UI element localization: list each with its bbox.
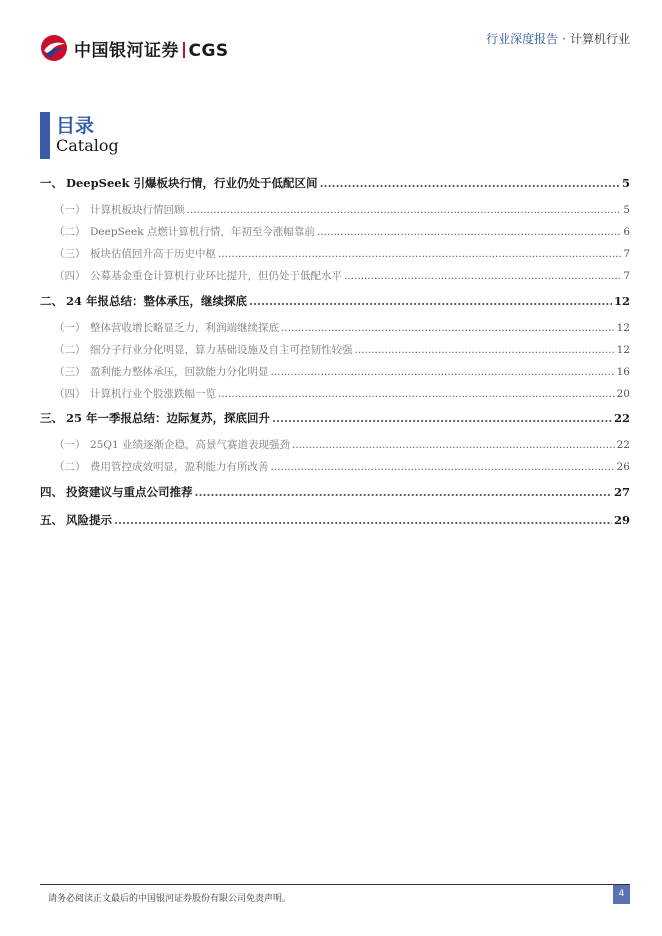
toc-leader-dots xyxy=(195,485,612,499)
toc-number: （三） xyxy=(54,366,86,378)
toc-leader-dots xyxy=(344,270,621,282)
toc-leader-dots xyxy=(271,461,615,473)
toc-subsection-link[interactable] xyxy=(40,320,630,335)
logo-name: 中国银河证券 xyxy=(74,40,179,61)
toc-leader-dots xyxy=(271,366,615,378)
footer-divider xyxy=(40,884,630,885)
toc-subsection-link[interactable] xyxy=(40,437,630,452)
toc-number: （四） xyxy=(54,270,86,282)
title-chinese: 目录 xyxy=(56,115,95,137)
toc-leader-dots xyxy=(355,344,615,356)
toc-number: （二） xyxy=(54,344,86,356)
toc-title: 细分子行业分化明显，算力基础设施及自主可控韧性较强 xyxy=(90,344,353,356)
toc-page-number: 29 xyxy=(613,513,630,527)
industry-name: 计算机行业 xyxy=(569,32,630,46)
toc-title: 计算机行业个股涨跌幅一览 xyxy=(90,388,216,400)
toc-section-link[interactable] xyxy=(40,410,630,426)
toc-number: （一） xyxy=(54,322,86,334)
toc-title: 风险提示 xyxy=(66,513,112,527)
toc-leader-dots xyxy=(272,411,612,425)
toc-page-number: 27 xyxy=(613,485,630,499)
logo-abbr: CGS xyxy=(188,40,229,61)
toc-subsection-link[interactable] xyxy=(40,459,630,474)
toc-title: 公募基金重仓计算机行业环比提升，但仍处于低配水平 xyxy=(90,270,342,282)
toc-page-number: 12 xyxy=(616,344,630,356)
toc-leader-dots xyxy=(114,513,612,527)
toc-subsection-link[interactable] xyxy=(40,386,630,401)
toc-subsection-link[interactable] xyxy=(40,342,630,357)
toc-title: 整体营收增长略显乏力，利润端继续探底 xyxy=(90,322,279,334)
toc-title: 盈利能力整体承压，回款能力分化明显 xyxy=(90,366,269,378)
toc-subsection-link[interactable] xyxy=(40,202,630,217)
toc-number: 三、 xyxy=(40,411,63,425)
toc-page-number: 7 xyxy=(623,270,630,282)
toc-page-number: 26 xyxy=(616,461,630,473)
toc-page-number: 16 xyxy=(616,366,630,378)
toc-title: 24 年报总结：整体承压，继续探底 xyxy=(66,294,248,308)
toc-leader-dots xyxy=(292,439,615,451)
toc-number: 一、 xyxy=(40,176,63,190)
toc-number: （二） xyxy=(54,226,86,238)
toc-subsection-link[interactable] xyxy=(40,246,630,261)
toc-leader-dots xyxy=(218,248,621,260)
page-number: 4 xyxy=(613,885,630,904)
toc-section-link[interactable] xyxy=(40,484,630,500)
footer-disclaimer: 请务必阅读正文最后的中国银河证券股份有限公司免责声明。 xyxy=(48,894,292,904)
toc-section-link[interactable] xyxy=(40,175,630,191)
title-accent-bar xyxy=(40,112,50,159)
toc-number: 二、 xyxy=(40,294,63,308)
toc-section-link[interactable] xyxy=(40,512,630,528)
toc-title: DeepSeek 点燃计算机行情，年初至今涨幅靠前 xyxy=(90,226,315,238)
logo-wordmark xyxy=(74,36,229,61)
toc-subsection-link[interactable] xyxy=(40,224,630,239)
toc-title: 25 年一季报总结：边际复苏，探底回升 xyxy=(66,411,271,425)
toc-section-link[interactable] xyxy=(40,293,630,309)
toc-subsection-link[interactable] xyxy=(40,364,630,379)
toc-leader-dots xyxy=(187,204,622,216)
toc-page-number: 22 xyxy=(613,411,630,425)
toc-number: （一） xyxy=(54,204,86,216)
toc-title: DeepSeek 引爆板块行情，行业仍处于低配区间 xyxy=(66,176,318,190)
toc-title: 投资建议与重点公司推荐 xyxy=(66,485,193,499)
toc-number: （二） xyxy=(54,461,86,473)
logo-divider xyxy=(183,42,185,58)
header-separator: · xyxy=(562,32,566,46)
toc-number: （三） xyxy=(54,248,86,260)
toc-title: 计算机板块行情回顾 xyxy=(90,204,185,216)
toc-leader-dots xyxy=(281,322,615,334)
toc-page-number: 5 xyxy=(621,176,630,190)
toc-leader-dots xyxy=(317,226,621,238)
toc-title: 板块估值回升高于历史中枢 xyxy=(90,248,216,260)
toc-page-number: 7 xyxy=(623,248,630,260)
toc-leader-dots xyxy=(218,388,615,400)
page-header xyxy=(0,0,662,70)
title-english: Catalog xyxy=(56,136,119,155)
toc-page-number: 5 xyxy=(623,204,630,216)
toc-leader-dots xyxy=(249,294,612,308)
toc-number: 四、 xyxy=(40,485,63,499)
toc-title: 25Q1 业绩逐渐企稳，高景气赛道表现强劲 xyxy=(90,439,290,451)
galaxy-logo-icon xyxy=(40,34,68,62)
company-logo xyxy=(40,33,229,63)
report-type: 行业深度报告 xyxy=(486,32,559,46)
toc-number: 五、 xyxy=(40,513,63,527)
toc-page-number: 6 xyxy=(623,226,630,238)
toc-subsection-link[interactable] xyxy=(40,268,630,283)
toc-page-number: 12 xyxy=(616,322,630,334)
toc-page-number: 12 xyxy=(613,294,630,308)
toc-page-number: 20 xyxy=(616,388,630,400)
toc-number: （一） xyxy=(54,439,86,451)
toc-page-number: 22 xyxy=(616,439,630,451)
toc-number: （四） xyxy=(54,388,86,400)
toc-title: 费用管控成效明显，盈利能力有所改善 xyxy=(90,461,269,473)
report-category xyxy=(486,30,630,47)
toc-leader-dots xyxy=(320,176,620,190)
